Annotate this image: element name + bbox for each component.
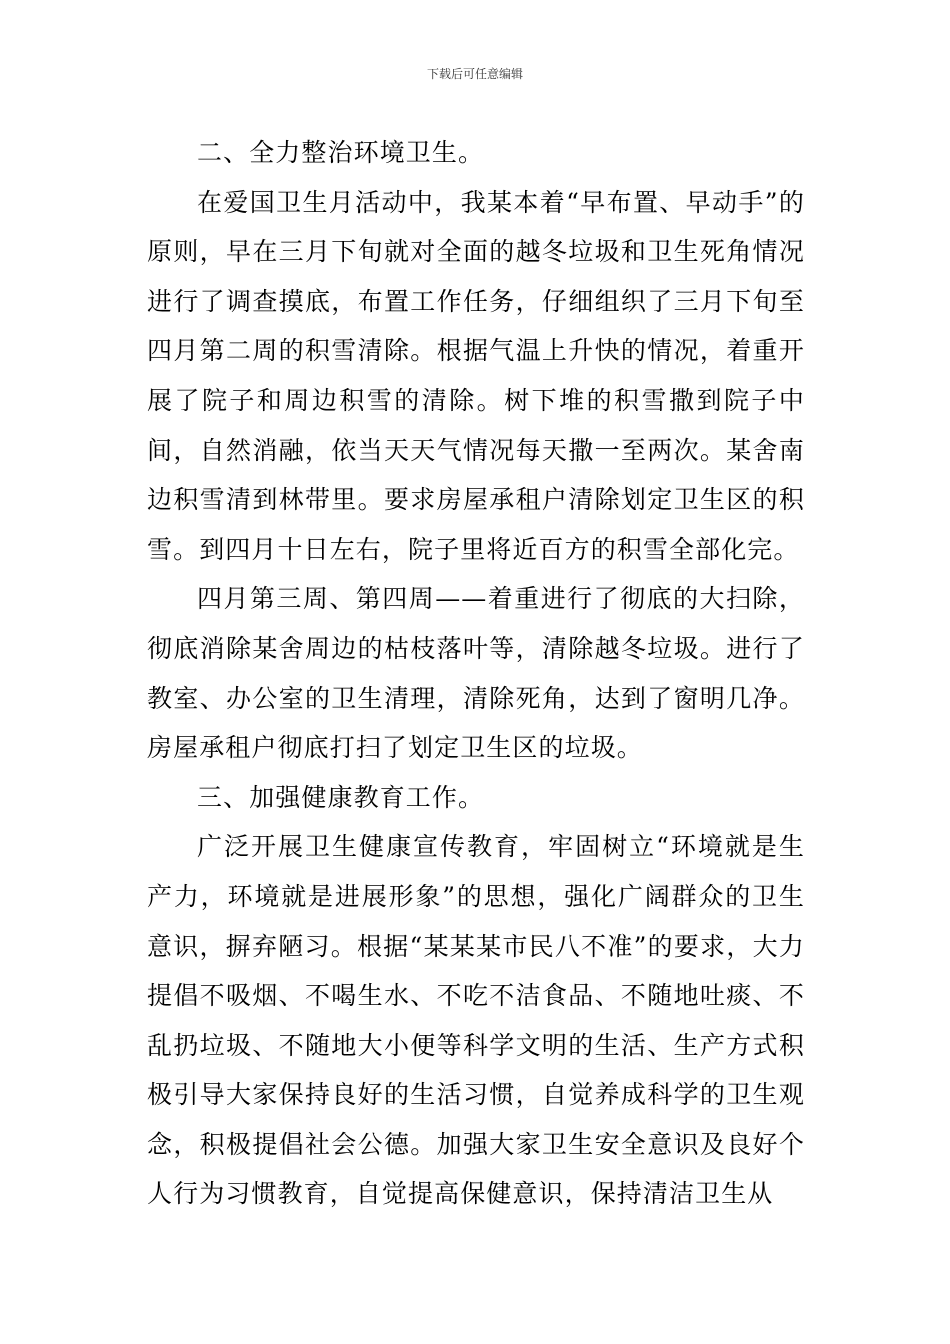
section-heading-environment: 二、全力整治环境卫生。 bbox=[197, 138, 485, 167]
section-heading-health-education: 三、加强健康教育工作。 bbox=[197, 782, 485, 812]
paragraph-cleaning: 四月第三周、第四周——着重进行了彻底的大扫除，彻底消除某舍周边的枯枝落叶等，清除越冬垃圾。进行了教室、办公室的卫生清理，清除死角，达到了窗明几净。房屋承租户彻底打扫了划定卫生区的垃圾。 bbox=[147, 584, 805, 763]
page-header: 下载后可任意编辑 bbox=[426, 67, 523, 81]
paragraph-snow-clearing: 在爱国卫生月活动中，我某本着“早布置、早动手”的原则，早在三月下旬就对全面的越冬垃圾和卫生死角情况进行了调查摸底，布置工作任务，仔细组织了三月下旬至四月第二周的积雪清除。根据气温上升快的情况，着重开展了院子和周边积雪的清除。树下堆的积雪撒到院子中间，自然消融，依当天天气情况每天撒一至两次。某舍南边积雪清到林带里。要求房屋承租户清除划定卫生区的积雪。到四月十日左右，院子里将近百方的积雪全部化完。 bbox=[147, 187, 805, 564]
document-body bbox=[147, 128, 805, 1219]
paragraph-health-education: 广泛开展卫生健康宣传教育，牢固树立“环境就是生产力，环境就是进展形象”的思想，强化广阔群众的卫生意识，摒弃陋习。根据“某某某市民八不准”的要求，大力提倡不吸烟、不喝生水、不吃不洁食品、不随地吐痰、不乱扔垃圾、不随地大小便等科学文明的生活、生产方式积极引导大家保持良好的生活习惯，自觉养成科学的卫生观念，积极提倡社会公德。加强大家卫生安全意识及良好个人行为习惯教育，自觉提高保健意识，保持清洁卫生从 bbox=[147, 832, 805, 1209]
